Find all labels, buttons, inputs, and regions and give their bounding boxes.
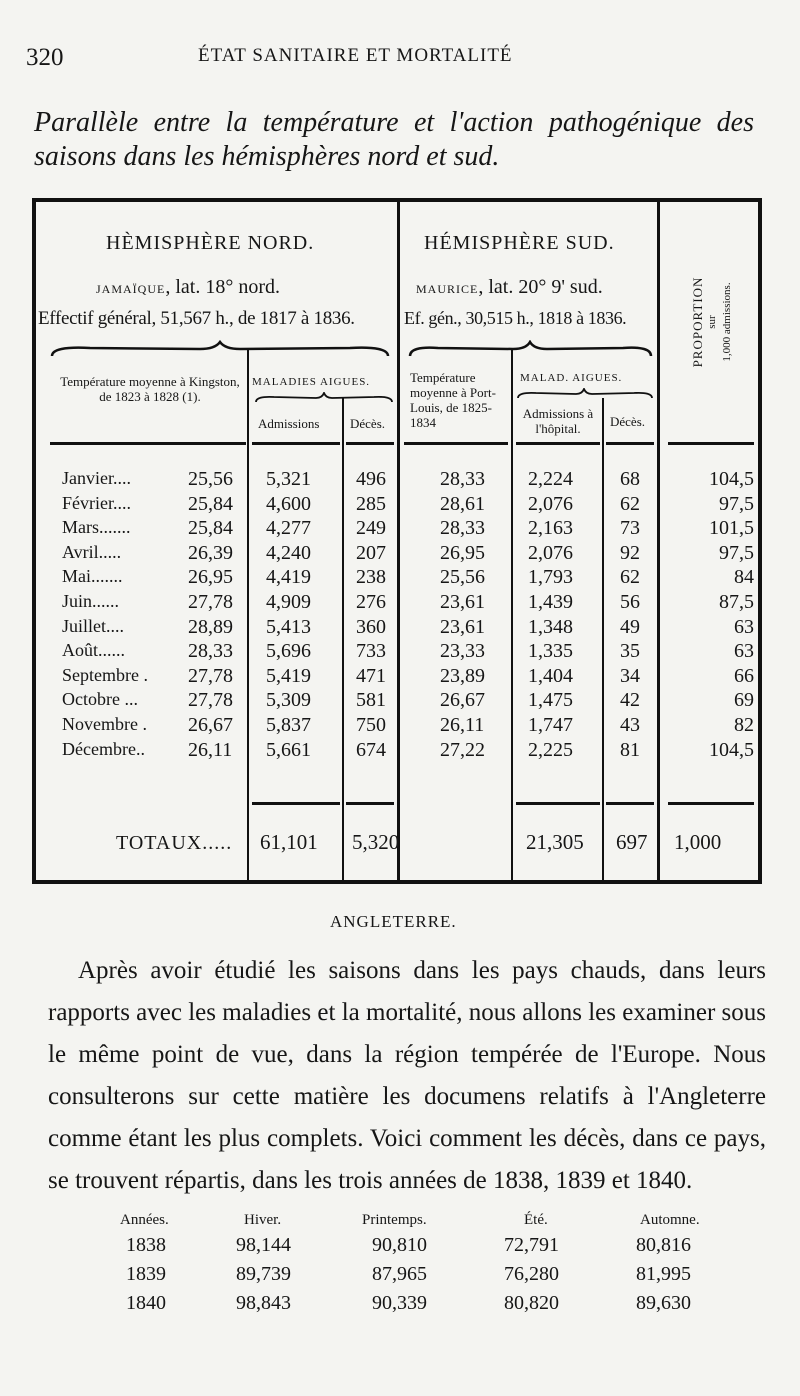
month-label: Décembre.. [62,738,145,759]
table-row [36,689,766,713]
north-temperature: 25,84 [188,517,233,540]
south-admissions: 1,439 [528,591,573,613]
north-temperature: 27,78 [188,664,233,687]
north-maladies-header: MALADIES AIGUES. [252,376,371,388]
month-label: Février.... [62,492,131,513]
col-annees: Années. [120,1212,169,1228]
totals-proportion: 1,000 [674,830,722,854]
south-deces: 92 [620,541,640,564]
north-temperature: 26,11 [188,738,233,761]
table-title: Parallèle entre la température et l'action pathogénique des saisons dans les hémisphères nord et sud. [34,107,754,172]
header-rule [516,442,600,445]
south-temperature: 28,33 [440,517,485,540]
england-hiver: 89,739 [236,1263,291,1285]
england-ete: 72,791 [504,1234,559,1256]
south-admissions: 1,793 [528,566,573,589]
south-admissions: 2,076 [528,541,573,564]
south-admissions: 2,225 [528,738,573,761]
south-temp-header: Température moyenne à Port-Louis, de 1825-1834 [410,370,496,430]
south-deces: 49 [620,615,640,638]
england-annee: 1838 [126,1234,166,1256]
england-automne: 89,630 [636,1292,691,1314]
north-temperature: 26,95 [188,566,233,589]
table-row [36,517,766,541]
south-admissions: 1,404 [528,664,573,687]
month-label: Mai....... [62,566,123,587]
month-label: Juin...... [62,591,120,611]
north-admissions: 5,309 [266,689,311,712]
totals-south-deces: 697 [616,830,648,854]
south-admissions: 1,335 [528,640,573,663]
england-hiver: 98,843 [236,1292,291,1314]
north-temperature: 26,67 [188,714,233,736]
proportion-value: 97,5 [719,541,754,564]
north-temperature: 25,56 [188,468,233,490]
north-admissions: 4,277 [266,517,311,540]
table-row [36,468,766,492]
month-label: Août...... [62,640,125,661]
england-printemps: 87,965 [372,1263,427,1285]
north-temperature: 27,78 [188,689,233,712]
south-temperature: 25,56 [440,566,485,589]
england-automne: 81,995 [636,1263,691,1285]
table-row [36,739,766,763]
table-row [36,566,766,590]
north-deces: 276 [356,591,386,613]
col-hiver: Hiver. [244,1212,282,1228]
north-temperature: 28,33 [188,640,233,663]
month-label: Mars....... [62,517,131,538]
totals-rule [252,802,340,805]
month-label: Novembre . [62,714,147,734]
south-deces: 68 [620,468,640,490]
south-admissions: 2,224 [528,468,573,490]
south-temperature: 23,33 [440,640,485,663]
totals-rule [606,802,654,805]
north-deces: 360 [356,615,386,638]
north-temperature: 27,78 [188,591,233,613]
south-admissions-header: Admissions à l'hôpital. [522,406,594,436]
maladies-brace [254,392,394,404]
proportion-value: 63 [734,615,754,638]
body-paragraph [48,950,766,1202]
table-row [36,493,766,517]
south-deces: 43 [620,714,640,736]
south-deces: 42 [620,689,640,712]
header-rule [252,442,340,445]
north-deces: 238 [356,566,386,589]
south-brace [408,340,653,358]
malad-brace [516,388,654,400]
north-deces: 471 [356,664,386,687]
south-deces-header: Décès. [610,414,646,429]
month-label: Juillet.... [62,615,124,636]
col-printemps: Printemps. [362,1212,427,1228]
totals-rule [668,802,754,805]
month-label: Janvier.... [62,468,131,488]
proportion-value: 87,5 [719,591,754,613]
table-row [36,714,766,738]
south-temperature: 23,61 [440,615,485,638]
south-admissions: 1,475 [528,689,573,712]
england-hiver: 98,144 [236,1234,291,1256]
england-row [100,1263,740,1291]
proportion-header: PROPORTION sur 1,000 admissions. [690,276,733,368]
north-admissions: 4,600 [266,492,311,515]
month-label: Avril..... [62,541,122,562]
north-deces-header: Décès. [350,416,386,431]
north-deces: 674 [356,738,386,761]
south-deces: 56 [620,591,640,613]
england-printemps: 90,810 [372,1234,427,1256]
proportion-value: 97,5 [719,492,754,515]
england-ete: 80,820 [504,1292,559,1314]
south-deces: 62 [620,492,640,515]
south-admissions: 1,348 [528,615,573,638]
north-admissions-header: Admissions [258,416,320,431]
proportion-value: 63 [734,640,754,663]
england-annee: 1839 [126,1263,166,1285]
north-temp-header: Température moyenne à Kingston, de 1823 à 1828 (1). [60,374,240,404]
north-admissions: 5,696 [266,640,311,663]
south-temperature: 26,95 [440,541,485,564]
month-label: Septembre . [62,664,148,685]
south-admissions: 2,163 [528,517,573,540]
england-automne: 80,816 [636,1234,691,1256]
north-deces: 249 [356,517,386,540]
mortality-table [32,198,762,884]
col-ete: Été. [524,1212,548,1228]
proportion-value: 69 [734,689,754,712]
totals-south-admissions: 21,305 [526,830,584,854]
header-rule [346,442,394,445]
south-location: MAURICE, lat. 20° 9' sud. [416,276,603,298]
proportion-value: 84 [734,566,754,589]
south-deces: 81 [620,738,640,761]
south-temperature: 27,22 [440,738,485,761]
north-brace [50,340,390,358]
south-admissions: 1,747 [528,714,573,736]
england-ete: 76,280 [504,1263,559,1285]
south-hemisphere-heading: HÉMISPHÈRE SUD. [424,232,615,254]
header-rule [404,442,508,445]
table-row [36,542,766,566]
south-deces: 73 [620,517,640,540]
header-rule [668,442,754,445]
south-temperature: 23,89 [440,664,485,687]
south-malad-header: MALAD. AIGUES. [520,372,623,384]
north-deces: 207 [356,541,386,564]
proportion-value: 82 [734,714,754,736]
totals-north-deces: 5,320 [352,830,400,854]
totals-rule [516,802,600,805]
north-deces: 285 [356,492,386,515]
col-automne: Automne. [640,1212,700,1228]
table-row [36,591,766,615]
totals-north-admissions: 61,101 [260,830,318,854]
proportion-value: 66 [734,664,754,687]
section-heading: ANGLETERRE. [330,912,457,931]
proportion-value: 101,5 [709,517,754,540]
north-temperature: 28,89 [188,615,233,638]
north-admissions: 5,661 [266,738,311,761]
england-row [100,1292,740,1320]
south-temperature: 26,11 [440,714,485,736]
south-admissions: 2,076 [528,492,573,515]
north-location: JAMAÏQUE, lat. 18° nord. [96,276,280,298]
north-admissions: 4,240 [266,541,311,564]
south-temperature: 28,33 [440,468,485,490]
header-rule [50,442,246,445]
header-rule [606,442,654,445]
table-row [36,616,766,640]
england-row [100,1234,740,1262]
england-table-header [100,1212,740,1232]
north-admissions: 5,321 [266,468,311,490]
north-admissions: 5,837 [266,714,311,736]
north-deces: 733 [356,640,386,663]
south-temperature: 28,61 [440,492,485,515]
south-temperature: 23,61 [440,591,485,613]
running-title: ÉTAT SANITAIRE ET MORTALITÉ [198,45,513,66]
proportion-value: 104,5 [709,468,754,490]
paragraph-text: Après avoir étudié les saisons dans les pays chauds, dans leurs rapports avec les maladies et la mortalité, nous allons les examiner sous le même point de vue, dans la région tempérée de l'Europe. Nous consulterons sur cette matière les documens relatifs à l'Angleterre comme étant les plus complets. Voici comment les décès, dans ce pays, se trouvent répartis, dans les trois années de 1838, 1839 et 1840. [48,957,766,1194]
table-row [36,640,766,664]
page-number: 320 [26,44,64,71]
south-effectif: Ef. gén., 30,515 h., 1818 à 1836. [404,308,627,328]
proportion-value: 104,5 [709,738,754,761]
north-hemisphere-heading: HÈMISPHÈRE NORD. [106,232,315,254]
north-admissions: 5,413 [266,615,311,638]
south-temperature: 26,67 [440,689,485,712]
south-deces: 34 [620,664,640,687]
north-admissions: 4,419 [266,566,311,589]
north-admissions: 4,909 [266,591,311,613]
north-temperature: 26,39 [188,541,233,564]
england-printemps: 90,339 [372,1292,427,1314]
north-deces: 581 [356,689,386,712]
north-deces: 750 [356,714,386,736]
north-temperature: 25,84 [188,492,233,515]
totals-label: TOTAUX..... [116,832,233,854]
table-row [36,665,766,689]
south-deces: 62 [620,566,640,589]
north-admissions: 5,419 [266,664,311,687]
month-label: Octobre ... [62,689,138,710]
north-effectif: Effectif général, 51,567 h., de 1817 à 1836. [38,308,355,329]
england-annee: 1840 [126,1292,166,1314]
totals-rule [346,802,394,805]
south-deces: 35 [620,640,640,663]
north-deces: 496 [356,468,386,490]
